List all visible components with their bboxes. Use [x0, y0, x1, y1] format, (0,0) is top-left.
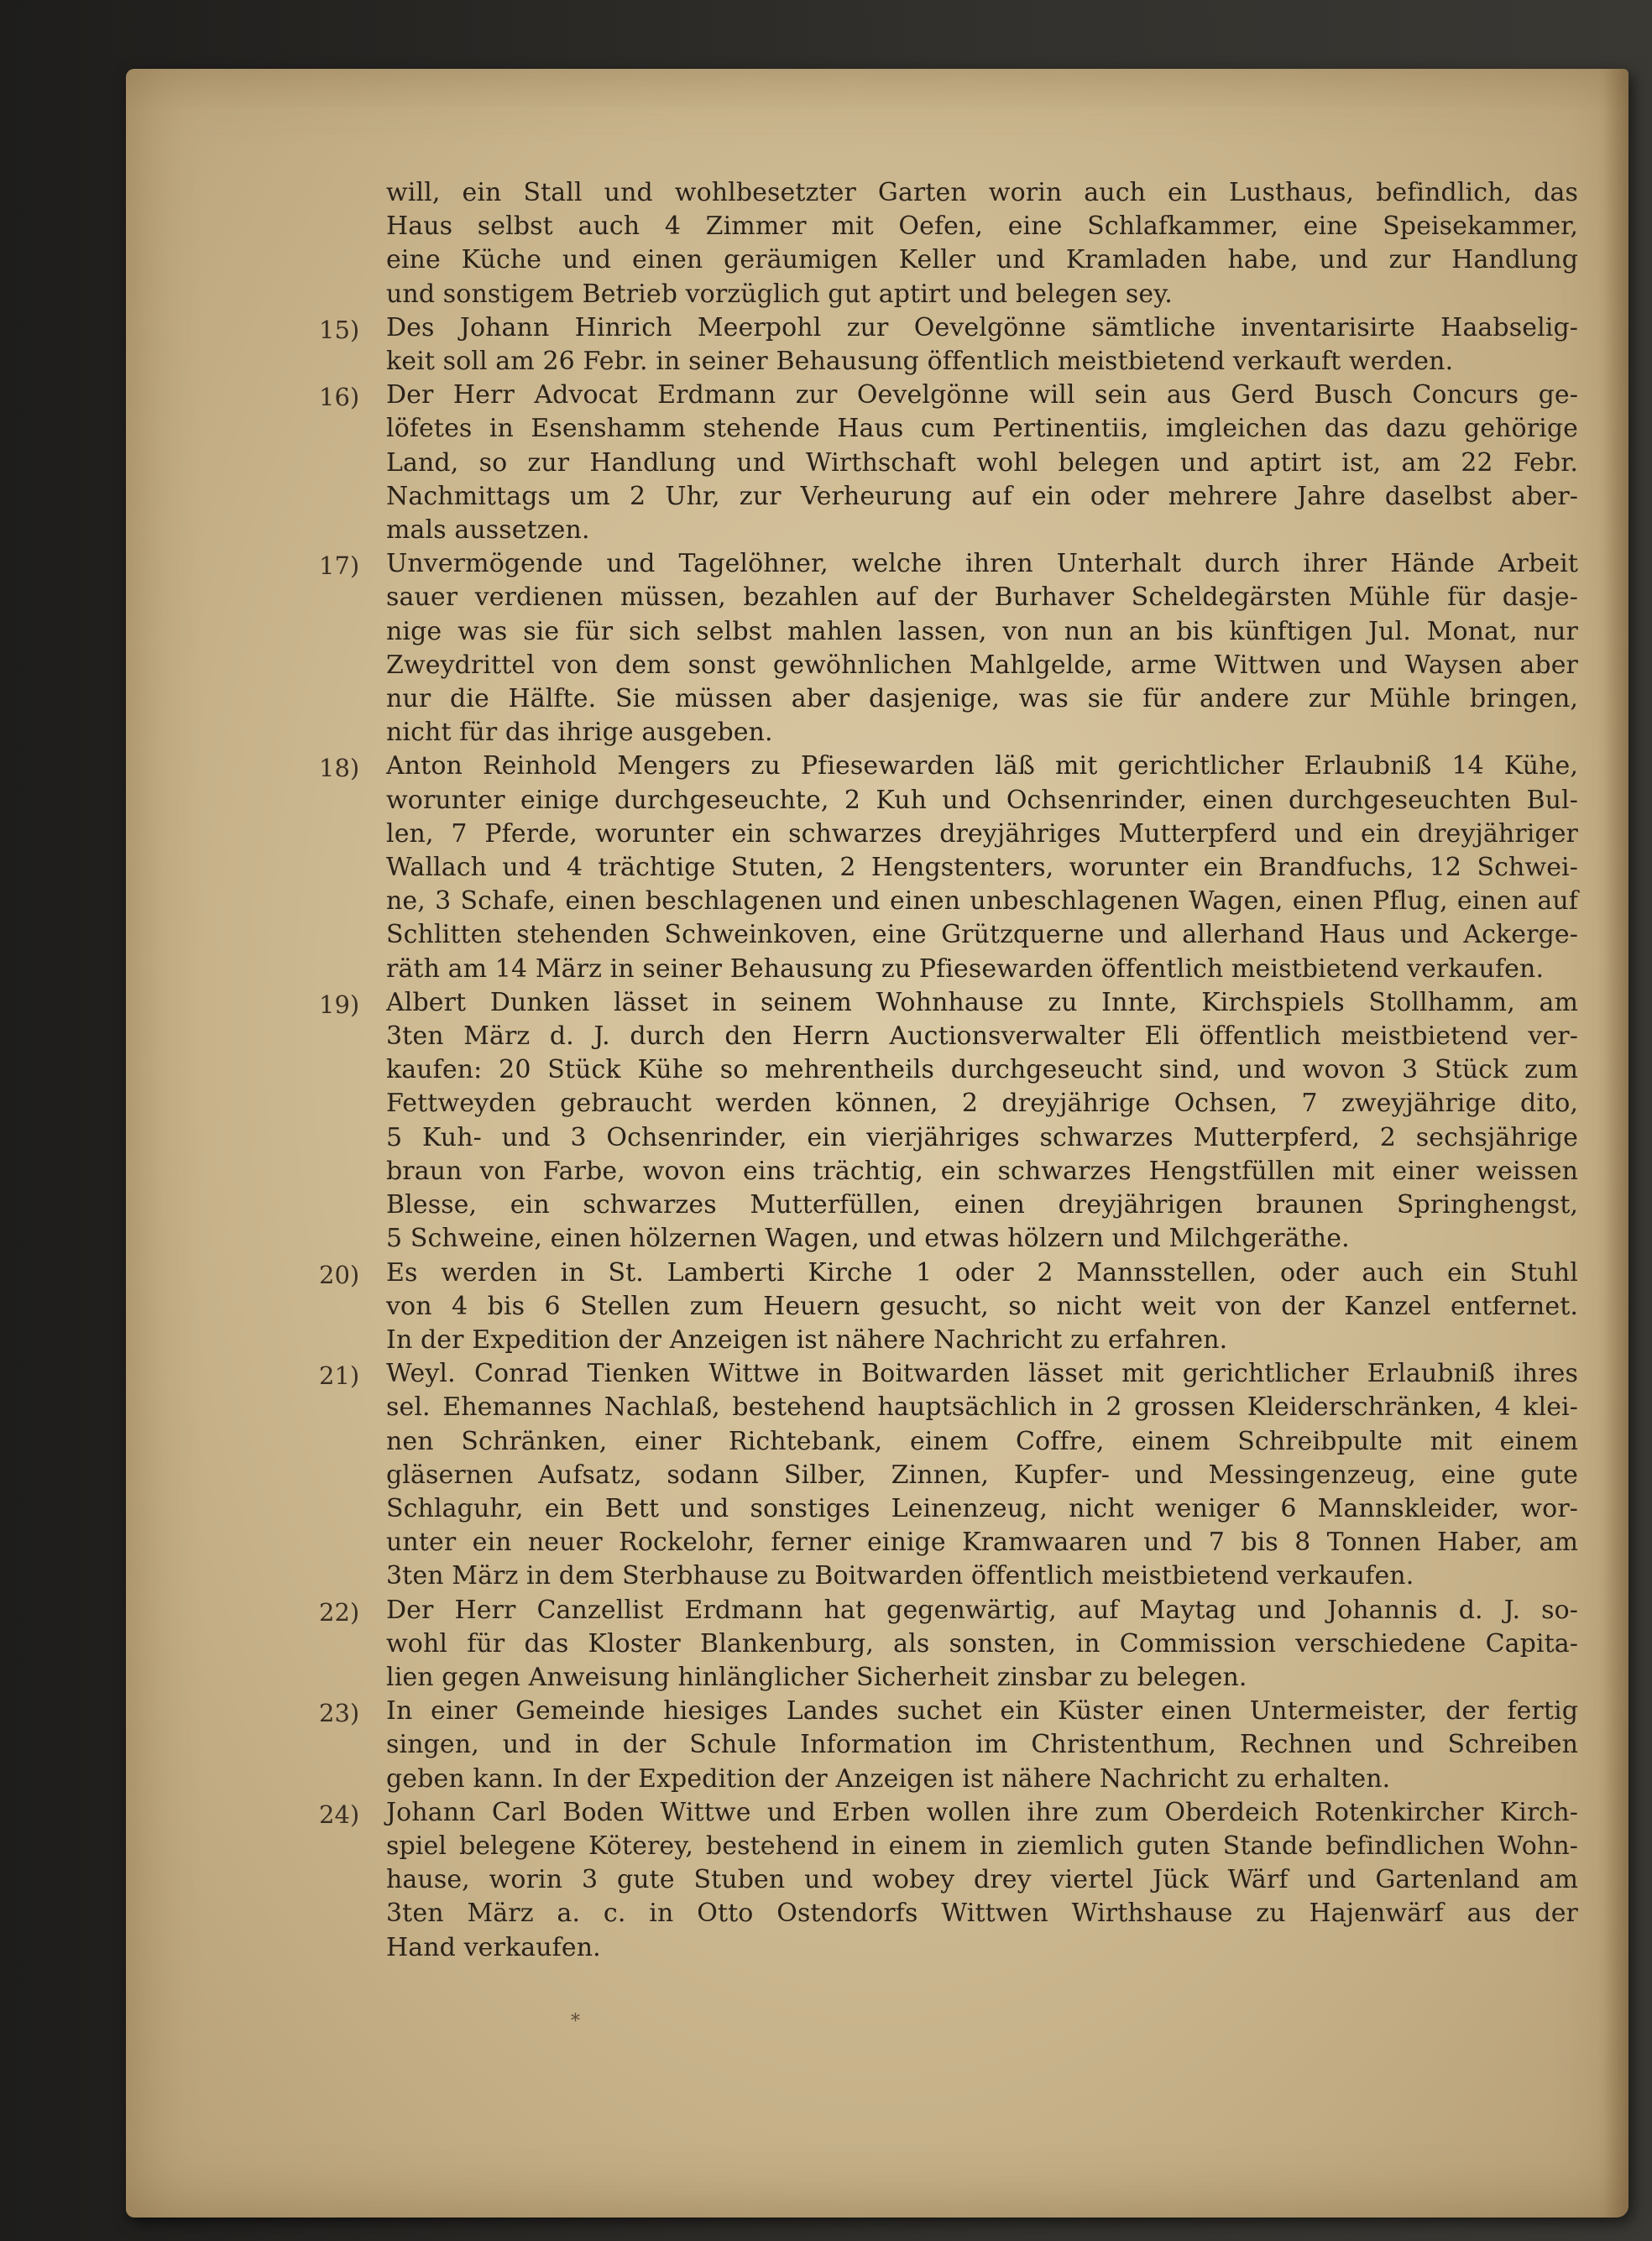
text-line: worunter einige durchgeseuchte, 2 Kuh und Ochsenrinder, einen durchgeseuchten Bul-	[386, 785, 1578, 815]
entry-number: 19)	[319, 990, 360, 1019]
text-line: Albert Dunken lässet in seinem Wohnhause zu Innte, Kirchspiels Stollhamm, am	[386, 987, 1578, 1017]
text-line: Des Johann Hinrich Meerpohl zur Oevelgönne sämtliche inventarisirte Haabselig-	[386, 312, 1578, 342]
text-line: In einer Gemeinde hiesiges Landes suchet ein Küster einen Untermeister, der fertig	[386, 1696, 1578, 1726]
notice-entry	[319, 547, 1578, 750]
notice-entry	[319, 1256, 1578, 1358]
text-line: 3ten März in dem Sterbhause zu Boitwarden öffentlich meistbietend verkaufen.	[386, 1561, 1414, 1591]
text-line: keit soll am 26 Febr. in seiner Behausung öffentlich meistbietend verkauft werden.	[386, 347, 1454, 377]
entry-number: 21)	[319, 1361, 360, 1391]
text-line: Der Herr Advocat Erdmann zur Oevelgönne will sein aus Gerd Busch Concurs ge-	[386, 380, 1578, 410]
text-line: Hand verkaufen.	[386, 1932, 601, 1962]
text-line: räth am 14 März in seiner Behausung zu Pfiesewarden öffentlich meistbietend verkaufen.	[386, 953, 1545, 984]
notice-entry	[319, 986, 1578, 1256]
text-line: will, ein Stall und wohlbesetzter Garten worin auch ein Lusthaus, befindlich, das	[386, 178, 1578, 207]
text-line: und sonstigem Betrieb vorzüglich gut aptirt und belegen sey.	[386, 279, 1173, 309]
entry-number: 20)	[319, 1260, 360, 1289]
text-line: Nachmittags um 2 Uhr, zur Verheurung auf ein oder mehrere Jahre daselbst aber-	[386, 481, 1578, 511]
document-text	[319, 176, 1578, 1965]
entry-number: 22)	[319, 1597, 360, 1627]
text-line: sauer verdienen müssen, bezahlen auf der Burhaver Scheldegärsten Mühle für dasje-	[386, 582, 1578, 613]
notice-entry	[319, 1695, 1578, 1796]
text-line: von 4 bis 6 Stellen zum Heuern gesucht, so nicht weit von der Kanzel entfernet.	[386, 1291, 1578, 1321]
text-line: Johann Carl Boden Wittwe und Erben wollen ihre zum Oberdeich Rotenkircher Kirch-	[386, 1797, 1578, 1827]
text-line: löfetes in Esenshamm stehende Haus cum Pertinentiis, imgleichen das dazu gehörige	[386, 414, 1578, 444]
text-line: singen, und in der Schule Information im Christenthum, Rechnen und Schreiben	[386, 1730, 1578, 1760]
text-line: geben kann. In der Expedition der Anzeigen ist nähere Nachricht zu erhalten.	[386, 1763, 1391, 1794]
text-line: In der Expedition der Anzeigen ist nähere Nachricht zu erfahren.	[386, 1324, 1228, 1355]
text-line: Schlaguhr, ein Bett und sonstiges Leinenzeug, nicht weniger 6 Mannskleider, wor-	[386, 1493, 1578, 1523]
text-line: nur die Hälfte. Sie müssen aber dasjenige, was sie für andere zur Mühle bringen,	[386, 684, 1578, 714]
notice-entry	[319, 1594, 1578, 1695]
intro-paragraph	[386, 176, 1578, 311]
text-line: Haus selbst auch 4 Zimmer mit Oefen, eine Schlafkammer, eine Speisekammer,	[386, 212, 1578, 242]
text-line: Wallach und 4 trächtige Stuten, 2 Hengstenters, worunter ein Brandfuchs, 12 Schwei-	[386, 853, 1578, 883]
entry-number: 16)	[319, 383, 360, 412]
bottom-mark: *	[571, 2011, 580, 2032]
text-line: Schlitten stehenden Schweinkoven, eine Grützquerne und allerhand Haus und Ackerge-	[386, 920, 1578, 950]
entry-number: 18)	[319, 754, 360, 783]
page-edge	[1603, 69, 1628, 2217]
text-line: nicht für das ihrige ausgeben.	[386, 718, 773, 748]
text-line: Anton Reinhold Mengers zu Pfiesewarden läß mit gerichtlicher Erlaubniß 14 Kühe,	[386, 751, 1578, 781]
text-line: Zweydrittel von dem sonst gewöhnlichen Mahlgelde, arme Wittwen und Waysen aber	[386, 650, 1578, 680]
text-line: Fettweyden gebraucht werden können, 2 dreyjährige Ochsen, 7 zweyjährige dito,	[386, 1089, 1578, 1119]
text-line: mals aussetzen.	[386, 515, 590, 546]
text-line: Unvermögende und Tagelöhner, welche ihren Unterhalt durch ihrer Hände Arbeit	[386, 549, 1578, 579]
text-line: kaufen: 20 Stück Kühe so mehrentheils durchgeseucht sind, und wovon 3 Stück zum	[386, 1055, 1578, 1085]
text-line: Land, so zur Handlung und Wirthschaft wohl belegen und aptirt ist, am 22 Febr.	[386, 447, 1578, 478]
text-line: braun von Farbe, wovon eins trächtig, ein schwarzes Hengstfüllen mit einer weissen	[386, 1156, 1578, 1186]
text-line: len, 7 Pferde, worunter ein schwarzes dreyjähriges Mutterpferd und ein dreyjähriger	[386, 818, 1578, 849]
notice-entry	[319, 379, 1578, 547]
text-line: Blesse, ein schwarzes Mutterfüllen, einen dreyjährigen braunen Springhengst,	[386, 1190, 1578, 1220]
text-line: lien gegen Anweisung hinlänglicher Sicherheit zinsbar zu belegen.	[386, 1662, 1247, 1692]
text-line: 5 Kuh- und 3 Ochsenrinder, ein vierjähriges schwarzes Mutterpferd, 2 sechsjährige	[386, 1122, 1578, 1152]
text-line: 3ten März a. c. in Otto Ostendorfs Wittwen Wirthshause zu Hajenwärf aus der	[386, 1899, 1578, 1929]
text-line: 5 Schweine, einen hölzernen Wagen, und etwas hölzern und Milchgeräthe.	[386, 1224, 1350, 1254]
entry-number: 24)	[319, 1800, 360, 1829]
text-line: sel. Ehemannes Nachlaß, bestehend hauptsächlich in 2 grossen Kleiderschränken, 4 klei-	[386, 1392, 1578, 1423]
notice-entry	[319, 311, 1578, 379]
entry-number: 17)	[319, 551, 360, 581]
text-line: unter ein neuer Rockelohr, ferner einige Kramwaaren und 7 bis 8 Tonnen Haber, am	[386, 1528, 1578, 1558]
text-line: nen Schränken, einer Richtebank, einem Coffre, einem Schreibpulte mit einem	[386, 1426, 1578, 1456]
text-line: gläsernen Aufsatz, sodann Silber, Zinnen, Kupfer- und Messingenzeug, eine gute	[386, 1460, 1578, 1490]
notice-entry	[319, 1357, 1578, 1593]
text-line: hause, worin 3 gute Stuben und wobey drey viertel Jück Wärf und Gartenland am	[386, 1865, 1578, 1895]
text-line: Weyl. Conrad Tienken Wittwe in Boitwarden lässet mit gerichtlicher Erlaubniß ihres	[386, 1359, 1578, 1389]
text-line: Der Herr Canzellist Erdmann hat gegenwärtig, auf Maytag und Johannis d. J. so-	[386, 1595, 1578, 1625]
entry-number: 15)	[319, 315, 360, 344]
text-line: Es werden in St. Lamberti Kirche 1 oder 2 Mannsstellen, oder auch ein Stuhl	[386, 1257, 1578, 1288]
text-line: eine Küche und einen geräumigen Keller und Kramladen habe, und zur Handlung	[386, 245, 1578, 275]
text-line: nige was sie für sich selbst mahlen lassen, von nun an bis künftigen Jul. Monat, nur	[386, 616, 1578, 646]
text-line: spiel belegene Köterey, bestehend in einem in ziemlich guten Stande befindlichen Wohn-	[386, 1831, 1578, 1861]
notice-entry	[319, 750, 1578, 985]
text-line: ne, 3 Schafe, einen beschlagenen und einen unbeschlagenen Wagen, einen Pflug, einen auf	[386, 886, 1578, 917]
notice-entry	[319, 1796, 1578, 1965]
text-line: 3ten März d. J. durch den Herrn Auctionsverwalter Eli öffentlich meistbietend ver-	[386, 1021, 1578, 1052]
entry-number: 23)	[319, 1699, 360, 1728]
text-line: wohl für das Kloster Blankenburg, als sonsten, in Commission verschiedene Capita-	[386, 1628, 1578, 1659]
